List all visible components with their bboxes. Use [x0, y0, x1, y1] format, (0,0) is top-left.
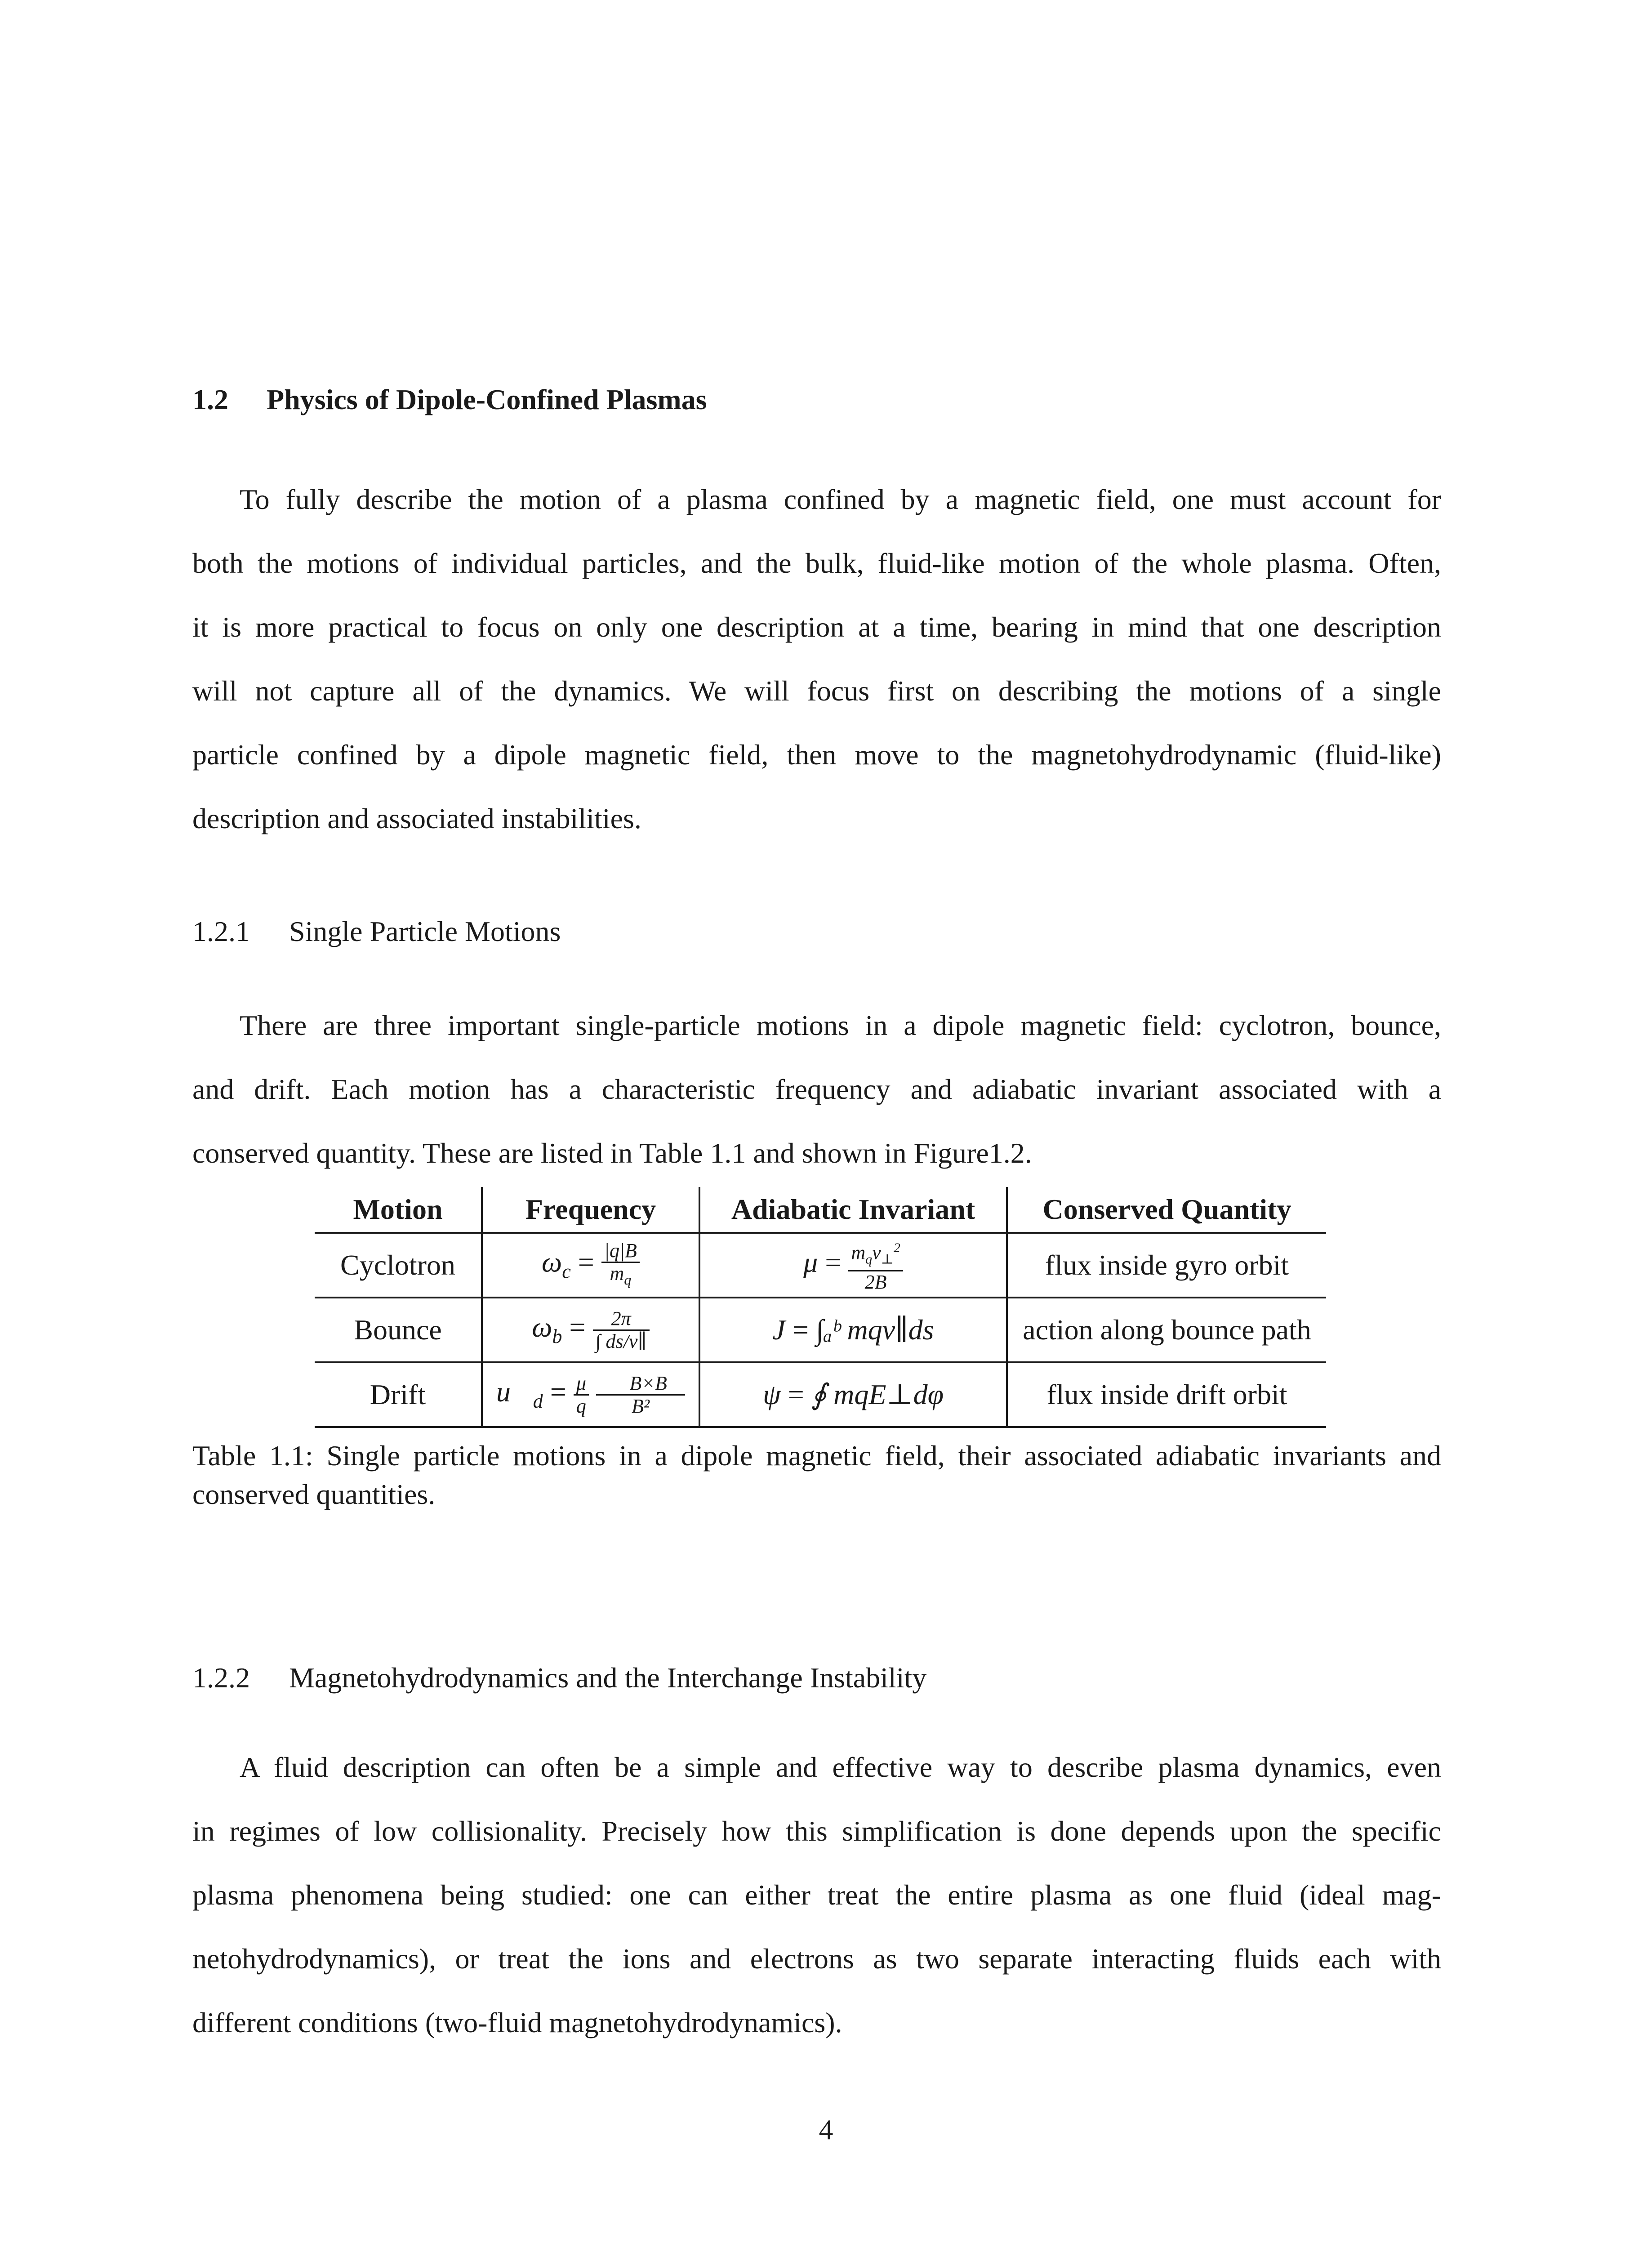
- section-heading: [192, 383, 707, 416]
- invariant-symbol: J: [772, 1314, 785, 1346]
- freq-symbol: ω: [532, 1311, 552, 1343]
- invariant-cell: ψ = ∮ mqE⊥dφ: [699, 1362, 1007, 1427]
- conserved-cell: flux inside gyro orbit: [1007, 1233, 1326, 1298]
- freq-symbol: ω: [542, 1246, 562, 1278]
- subsection-number: 1.2.1: [192, 915, 250, 947]
- text-line: conserved quantity. These are listed in Table 1.1 and shown in Figure1.2.: [192, 1137, 1032, 1169]
- text-line: To fully describe the motion of a plasma confined by a magnetic field, one must account for: [240, 483, 1441, 515]
- header-frequency: Frequency: [482, 1187, 699, 1233]
- invariant-cell: μ = $\frac{m_qv_\perp^2}{2B}$: [699, 1233, 1007, 1298]
- numerator: m: [851, 1241, 866, 1264]
- conserved-cell: action along bounce path: [1007, 1298, 1326, 1362]
- table-row: [315, 1362, 1326, 1427]
- invariant-fraction: [848, 1237, 903, 1293]
- denominator-sub: q: [624, 1271, 632, 1288]
- text-line: particle confined by a dipole magnetic field, then move to the magnetohydrodynamic (fluid-like): [192, 739, 1441, 771]
- invariant-expression: ∮ mqE⊥dφ: [811, 1378, 944, 1410]
- page-number: 4: [819, 2114, 833, 2145]
- subsection-number: 1.2.2: [192, 1662, 250, 1694]
- table-row: [315, 1298, 1326, 1362]
- motion-cell: Cyclotron: [315, 1233, 482, 1298]
- freq-fraction: [601, 1240, 640, 1290]
- subsection-heading: [192, 1661, 926, 1695]
- invariant-expression: ∫ₐᵇ mqv∥ds: [815, 1314, 934, 1346]
- text-line: A fluid description can often be a simple and effective way to describe plasma dynamics, even: [240, 1751, 1441, 1783]
- invariant-symbol: μ: [803, 1246, 818, 1278]
- denominator: ∫ ds/v∥: [595, 1330, 647, 1352]
- text-line: different conditions (two-fluid magnetohydrodynamics).: [192, 2007, 842, 2038]
- motion-cell: Bounce: [315, 1298, 482, 1362]
- numerator: μ: [574, 1373, 589, 1396]
- table-header-row: [315, 1187, 1326, 1233]
- text-line: in regimes of low collisionality. Precisely how this simplification is done depends upon the specific: [192, 1815, 1441, 1847]
- table-caption: Table 1.1: Single particle motions in a dipole magnetic field, their associated adiabatic invariants and conserved quantities.: [192, 1440, 1441, 1510]
- section-title: Physics of Dipole-Confined Plasmas: [267, 384, 707, 415]
- denominator: q: [576, 1395, 586, 1417]
- freq-subscript: c: [562, 1260, 571, 1283]
- frequency-cell: $\omega_c$ = $\frac{|q|B}{m_q}$: [482, 1233, 699, 1298]
- subsection-heading: [192, 915, 561, 948]
- text-line: description and associated instabilities.: [192, 803, 641, 834]
- numerator-sub: q: [865, 1252, 873, 1267]
- text-line: There are three important single-particle motions in a dipole magnetic field: cyclotron, bounce,: [240, 1009, 1441, 1041]
- text-line: both the motions of individual particles, and the bulk, fluid-like motion of the whole plasma. Often,: [192, 547, 1441, 579]
- freq-fraction: [593, 1308, 650, 1352]
- invariant-symbol: ψ: [762, 1378, 781, 1410]
- header-conserved-quantity: Conserved Quantity: [1007, 1187, 1326, 1233]
- numerator: ∇⃗B×B⃗: [596, 1373, 685, 1396]
- freq-symbol: u⃗: [496, 1375, 533, 1408]
- freq-fraction-2: [596, 1373, 685, 1417]
- denominator: 2B: [864, 1271, 887, 1293]
- header-motion: Motion: [315, 1187, 482, 1233]
- frequency-cell: $\omega_b$ = $\frac{2\pi}{\int ds/v\parallel}$: [482, 1298, 699, 1362]
- header-adiabatic-invariant: Adiabatic Invariant: [699, 1187, 1007, 1233]
- freq-subscript: d: [533, 1390, 543, 1412]
- text-line: netohydrodynamics), or treat the ions and electrons as two separate interacting fluids each with: [192, 1943, 1441, 1975]
- numerator-sup: 2: [893, 1240, 900, 1255]
- numerator: |q|B: [601, 1240, 640, 1263]
- numerator-vsub: ⊥: [881, 1252, 894, 1267]
- numerator: 2π: [593, 1308, 650, 1331]
- freq-fraction-1: [574, 1373, 589, 1417]
- frequency-cell: $u⃗_d$ = $\frac{\mu}{q}$ $\frac{\nabla⃗B\times B⃗}{\text{B²}}$: [482, 1362, 699, 1427]
- mhd-paragraph: [192, 1735, 1441, 2055]
- section-number: 1.2: [192, 384, 228, 415]
- subsection-title: Magnetohydrodynamics and the Interchange Instability: [289, 1662, 927, 1694]
- motions-table: [315, 1187, 1326, 1428]
- conserved-cell: flux inside drift orbit: [1007, 1362, 1326, 1427]
- freq-subscript: b: [552, 1325, 562, 1347]
- numerator-v: v: [872, 1241, 881, 1264]
- text-line: it is more practical to focus on only one description at a time, bearing in mind that one description: [192, 611, 1441, 643]
- subsection-title: Single Particle Motions: [289, 915, 561, 947]
- intro-paragraph: [192, 468, 1441, 851]
- text-line: will not capture all of the dynamics. We will focus first on describing the motions of a single: [192, 675, 1441, 707]
- single-particle-paragraph: [192, 994, 1441, 1185]
- denominator: m: [610, 1262, 624, 1285]
- text-line: and drift. Each motion has a characteristic frequency and adiabatic invariant associated with a: [192, 1073, 1441, 1105]
- invariant-cell: J = ∫ₐᵇ mqv∥ds: [699, 1298, 1007, 1362]
- table-row: [315, 1233, 1326, 1298]
- motion-cell: Drift: [315, 1362, 482, 1427]
- text-line: plasma phenomena being studied: one can either treat the entire plasma as one fluid (ideal mag-: [192, 1879, 1441, 1911]
- denominator: B²: [631, 1395, 650, 1417]
